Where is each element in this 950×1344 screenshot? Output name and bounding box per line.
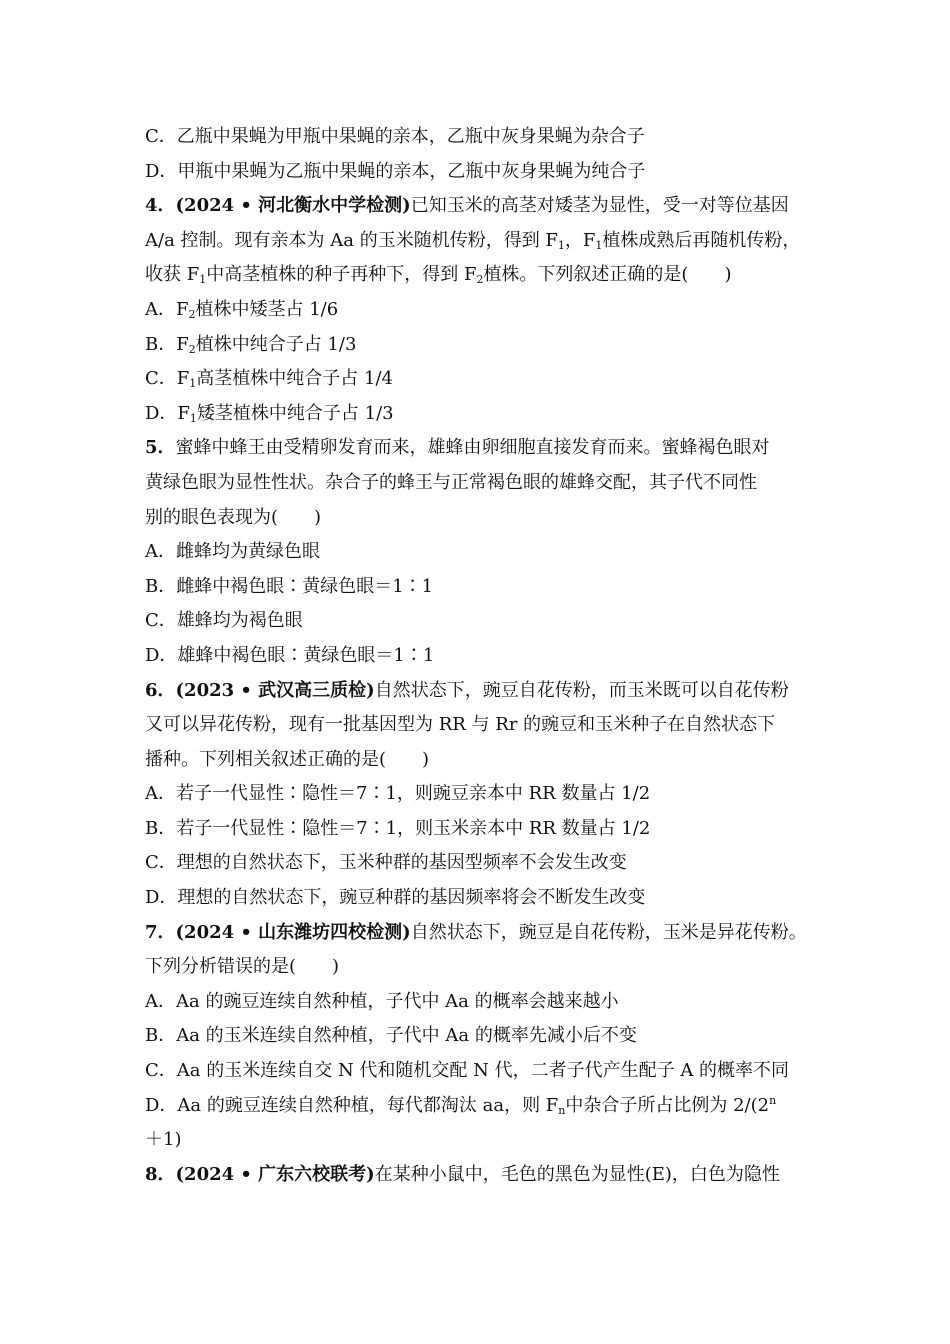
- question-source: (2024 • 山东潍坊四校检测): [175, 921, 411, 943]
- q6-option-d: D．理想的自然状态下，豌豆种群的基因频率将会不断发生改变: [145, 887, 646, 909]
- q5-stem-line-2: 黄绿色眼为显性性状。杂合子的蜂王与正常褐色眼的雄蜂交配，其子代不同性: [145, 471, 757, 493]
- document-page: [145, 120, 825, 1192]
- q5-option-a: A．雌蜂均为黄绿色眼: [145, 541, 320, 563]
- q6-option-c: C．理想的自然状态下，玉米种群的基因型频率不会发生改变: [145, 852, 627, 874]
- q7-option-d-line-2: ＋1): [145, 1129, 182, 1151]
- q6-option-a: A．若子一代显性∶隐性＝7∶1，则豌豆亲本中 RR 数量占 1/2: [145, 783, 651, 805]
- q6-stem-line-2: 又可以异花传粉，现有一批基因型为 RR 与 Rr 的豌豆和玉米种子在自然状态下: [145, 714, 776, 736]
- question-number: 8．: [145, 1163, 176, 1185]
- q5-option-d: D．雄蜂中褐色眼∶黄绿色眼＝1∶1: [145, 644, 435, 666]
- question-source: (2024 • 广东六校联考): [175, 1163, 375, 1185]
- q4-stem-line-1: 4．(2024 • 河北衡水中学检测)已知玉米的高茎对矮茎为显性，受一对等位基因: [145, 195, 789, 217]
- q4-option-c: C．$F_1$高茎植株中纯合子占 1/4: [145, 368, 393, 391]
- q6-option-b: B．若子一代显性∶隐性＝7∶1，则玉米亲本中 RR 数量占 1/2: [145, 817, 651, 839]
- q7-option-b: B．Aa 的玉米连续自然种植，子代中 Aa 的概率先减小后不变: [145, 1025, 637, 1047]
- q7-stem-line-1: 7．(2024 • 山东潍坊四校检测)自然状态下，豌豆是自花传粉，玉米是异花传粉。: [145, 921, 807, 943]
- q8-stem-line-1: 8．(2024 • 广东六校联考)在某种小鼠中，毛色的黑色为显性(E)，白色为隐性: [145, 1163, 780, 1185]
- question-number: 6．: [145, 679, 176, 701]
- q4-option-d: D．$F_1$矮茎植株中纯合子占 1/3: [145, 402, 394, 425]
- q5-stem-line-3: 别的眼色表现为( ): [145, 506, 322, 528]
- q7-option-a: A．Aa 的豌豆连续自然种植，子代中 Aa 的概率会越来越小: [145, 990, 619, 1012]
- q5-stem-line-1: 5．蜜蜂中蜂王由受精卵发育而来，雄蜂由卵细胞直接发育而来。蜜蜂褐色眼对: [145, 437, 770, 459]
- q4-stem-line-2: A/a 控制。现有亲本为 Aa 的玉米随机传粉，得到 $F_1$，$F_1$植株成熟后再随机传粉，: [145, 229, 801, 252]
- q7-option-d-line-1: D．Aa 的豌豆连续自然种植，每代都淘汰 aa，则 $F_n$中杂合子所占比例为 2/(2$^n$: [145, 1093, 777, 1117]
- q7-stem-line-2: 下列分析错误的是( ): [145, 956, 340, 978]
- q4-stem-line-3: 收获 $F_1$中高茎植株的种子再种下，得到 $F_2$植株。下列叙述正确的是( ): [145, 264, 732, 287]
- q4-option-a: A．$F_2$植株中矮茎占 1/6: [145, 298, 339, 321]
- question-number: 5．: [145, 437, 176, 459]
- q6-stem-line-1: 6．(2023 • 武汉高三质检)自然状态下，豌豆自花传粉，而玉米既可以自花传粉: [145, 679, 789, 701]
- q3-option-d: D．甲瓶中果蝇为乙瓶中果蝇的亲本，乙瓶中灰身果蝇为纯合子: [145, 160, 646, 182]
- q3-option-c: C．乙瓶中果蝇为甲瓶中果蝇的亲本，乙瓶中灰身果蝇为杂合子: [145, 126, 645, 147]
- q5-option-c: C．雄蜂均为褐色眼: [145, 610, 303, 632]
- q7-option-c: C．Aa 的玉米连续自交 N 代和随机交配 N 代，二者子代产生配子 A 的概率不同: [145, 1060, 790, 1082]
- q5-option-b: B．雌蜂中褐色眼∶黄绿色眼＝1∶1: [145, 575, 434, 597]
- q6-stem-line-3: 播种。下列相关叙述正确的是( ): [145, 748, 430, 770]
- question-source: (2023 • 武汉高三质检): [175, 679, 375, 701]
- question-number: 4．: [145, 195, 176, 217]
- question-number: 7．: [145, 921, 176, 943]
- question-source: (2024 • 河北衡水中学检测): [175, 195, 411, 217]
- q4-option-b: B．$F_2$植株中纯合子占 1/3: [145, 333, 357, 356]
